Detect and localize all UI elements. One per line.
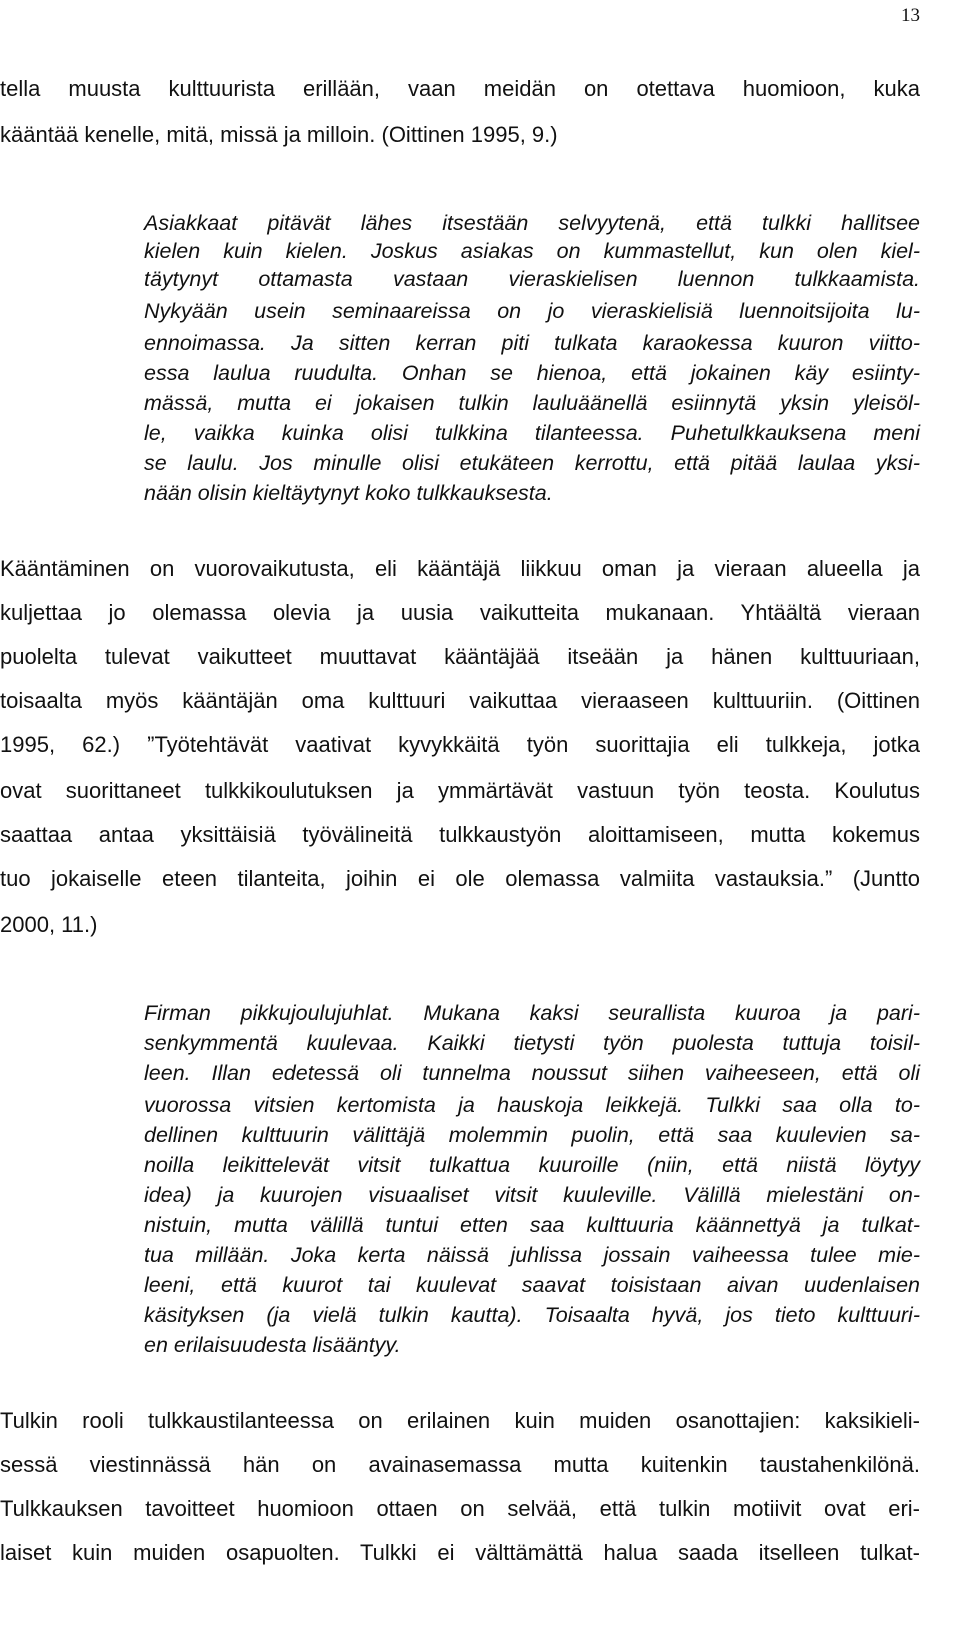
quote-line: Firman pikkujoulujuhlat. Mukana kaksi seurallista kuuroa ja pari- [144,1001,920,1025]
text-line: 2000, 11.) [0,912,98,937]
quote-line: se laulu. Jos minulle olisi etukäteen kerrottu, että pitää laulaa yksi- [144,451,920,475]
page-number: 13 [901,5,920,26]
quote-line: nistuin, mutta välillä tuntui etten saa kulttuuria käännettyä ja tulkat- [144,1213,920,1237]
text-line: Tulkkauksen tavoitteet huomioon ottaen on selvää, että tulkin motiivit ovat eri- [0,1496,920,1521]
quote-line: nään olisin kieltäytynyt koko tulkkauksesta. [144,481,553,505]
text-line: Kääntäminen on vuorovaikutusta, eli kääntäjä liikkuu oman ja vieraan alueella ja [0,556,920,581]
quote-line: en erilaisuudesta lisääntyy. [144,1333,401,1357]
quote-line: le, vaikka kuinka olisi tulkkina tilanteessa. Puhetulkkauksena meni [144,421,920,445]
quote-line: kielen kuin kielen. Joskus asiakas on kummastellut, kun olen kiel- [144,239,920,263]
quote-line: Nykyään usein seminaareissa on jo vieraskielisiä luennoitsijoita lu- [144,299,920,323]
quote-line: käsityksen (ja vielä tulkin kautta). Toisaalta hyvä, jos tieto kulttuuri- [144,1303,920,1327]
text-line: ovat suorittaneet tulkkikoulutuksen ja ymmärtävät vastuun työn teosta. Koulutus [0,778,920,803]
quote-line: täytynyt ottamasta vastaan vieraskielisen luennon tulkkaamista. [144,267,920,291]
text-line: 1995, 62.) ”Työtehtävät vaativat kyvykkäitä työn suorittajia eli tulkkeja, jotka [0,732,920,757]
text-line: sessä viestinnässä hän on avainasemassa mutta kuitenkin taustahenkilönä. [0,1452,920,1477]
quote-line: ennoimassa. Ja sitten kerran piti tulkata karaokessa kuuron viitto- [144,331,920,355]
text-line: kuljettaa jo olemassa olevia ja uusia vaikutteita mukanaan. Yhtäältä vieraan [0,600,920,625]
quote-line: idea) ja kuurojen visuaaliset vitsit kuuleville. Välillä mielestäni on- [144,1183,920,1207]
text-line: saattaa antaa yksittäisiä työvälineitä tulkkaustyön aloittamiseen, mutta kokemus [0,822,920,847]
text-line: laiset kuin muiden osapuolten. Tulkki ei välttämättä halua saada itselleen tulkat- [0,1540,920,1565]
quote-line: Asiakkaat pitävät lähes itsestään selvyytenä, että tulkki hallitsee [144,211,920,235]
text-line: tuo jokaiselle eteen tilanteita, joihin ei ole olemassa valmiita vastauksia.” (Juntto [0,866,920,891]
quote-line: tua millään. Joka kerta näissä juhlissa jossain vaiheessa tulee mie- [144,1243,920,1267]
quote-line: senkymmentä kuulevaa. Kaikki tietysti työn puolesta tuttuja toisil- [144,1031,920,1055]
text-line: kääntää kenelle, mitä, missä ja milloin. (Oittinen 1995, 9.) [0,122,558,147]
quote-line: dellinen kulttuurin välittäjä molemmin puolin, että saa kuulevien sa- [144,1123,920,1147]
quote-line: noilla leikittelevät vitsit tulkattua kuuroille (niin, että niistä löytyy [144,1153,920,1177]
quote-line: mässä, mutta ei jokaisen tulkin lauluäänellä esiinnytä yksin yleisöl- [144,391,920,415]
text-line: tella muusta kulttuurista erillään, vaan meidän on otettava huomioon, kuka [0,76,920,101]
quote-line: vuorossa vitsien kertomista ja hauskoja leikkejä. Tulkki saa olla to- [144,1093,920,1117]
quote-line: leen. Illan edetessä oli tunnelma noussut siihen vaiheeseen, että oli [144,1061,920,1085]
quote-line: leeni, että kuurot tai kuulevat saavat toisistaan aivan uudenlaisen [144,1273,920,1297]
text-line: toisaalta myös kääntäjän oma kulttuuri vaikuttaa vieraaseen kulttuuriin. (Oittinen [0,688,920,713]
quote-line: essa laulua ruudulta. Onhan se hienoa, että jokainen käy esiinty- [144,361,920,385]
text-line: puolelta tulevat vaikutteet muuttavat kääntäjää itseään ja hänen kulttuuriaan, [0,644,920,669]
text-line: Tulkin rooli tulkkaustilanteessa on erilainen kuin muiden osanottajien: kaksikieli- [0,1408,920,1433]
